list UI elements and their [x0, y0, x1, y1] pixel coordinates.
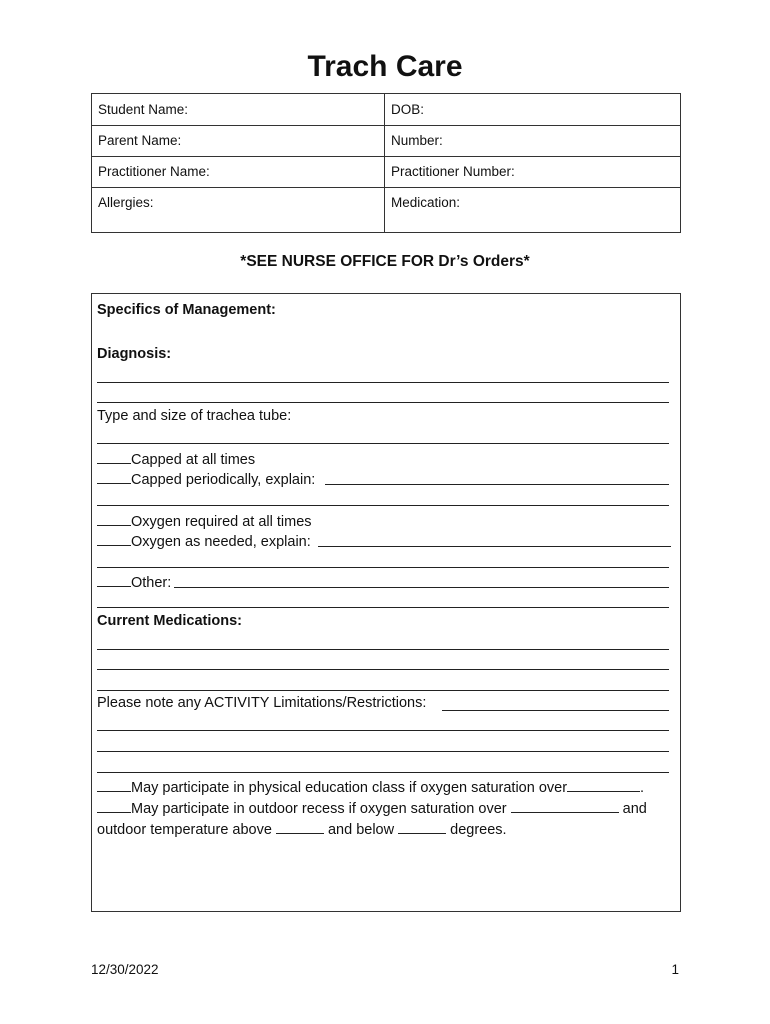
activity-line[interactable]	[97, 772, 669, 773]
other-line[interactable]	[174, 587, 669, 588]
activity-line[interactable]	[97, 730, 669, 731]
oxygen-needed-item	[97, 531, 311, 550]
recess-item	[97, 798, 647, 817]
capped-explain-line[interactable]	[325, 484, 669, 485]
diagnosis-line[interactable]	[97, 402, 669, 403]
medications-line[interactable]	[97, 649, 669, 650]
activity-label: Please note any ACTIVITY Limitations/Restrictions:	[97, 695, 427, 711]
pe-class-item	[97, 777, 644, 796]
capped-periodically-blank[interactable]	[97, 469, 131, 484]
medication-field[interactable]: Medication:	[391, 195, 461, 210]
dob-field[interactable]: DOB:	[391, 102, 425, 117]
info-row	[92, 156, 680, 188]
diagnosis-label: Diagnosis:	[97, 346, 172, 362]
oxygen-needed-label: Oxygen as needed, explain:	[131, 534, 311, 550]
footer-date: 12/30/2022	[91, 962, 159, 977]
capped-all-label: Capped at all times	[131, 452, 256, 468]
oxygen-explain-line[interactable]	[97, 567, 669, 568]
recess-label: May participate in outdoor recess if oxygen saturation over	[131, 801, 507, 817]
temp-above-blank[interactable]	[276, 819, 324, 834]
page-number: 1	[671, 962, 679, 977]
oxygen-needed-blank[interactable]	[97, 531, 131, 546]
info-row	[92, 94, 680, 126]
capped-periodically-item	[97, 469, 315, 488]
allergies-field[interactable]: Allergies:	[92, 187, 385, 232]
pe-class-period: .	[640, 780, 645, 796]
specifics-heading: Specifics of Management:	[97, 302, 276, 318]
temp-below-label: and below	[327, 822, 395, 838]
capped-periodically-label: Capped periodically, explain:	[131, 472, 316, 488]
practitioner-number-field[interactable]: Practitioner Number:	[391, 164, 515, 179]
pe-class-blank[interactable]	[97, 777, 131, 792]
student-info-table	[91, 93, 681, 233]
current-medications-heading: Current Medications:	[97, 613, 243, 629]
tube-label: Type and size of trachea tube:	[97, 408, 292, 424]
capped-all-blank[interactable]	[97, 449, 131, 464]
capped-explain-line[interactable]	[97, 505, 669, 506]
oxygen-required-item	[97, 511, 312, 530]
pe-class-label: May participate in physical education class if oxygen saturation over	[131, 780, 568, 796]
info-row	[92, 187, 680, 232]
medications-line[interactable]	[97, 669, 669, 670]
recess-saturation-blank[interactable]	[511, 798, 619, 813]
recess-and: and	[622, 801, 647, 817]
recess-blank[interactable]	[97, 798, 131, 813]
page-title: Trach Care	[307, 50, 463, 83]
info-row	[92, 125, 680, 157]
parent-name-field[interactable]: Parent Name:	[92, 125, 385, 156]
other-label: Other:	[131, 575, 172, 591]
activity-line[interactable]	[442, 710, 669, 711]
capped-all-item	[97, 449, 255, 468]
nurse-office-notice: *SEE NURSE OFFICE FOR Dr’s Orders*	[240, 253, 530, 270]
practitioner-name-field[interactable]: Practitioner Name:	[92, 156, 385, 187]
temp-above-label: outdoor temperature above	[97, 822, 272, 838]
number-field[interactable]: Number:	[391, 133, 443, 148]
activity-line[interactable]	[97, 751, 669, 752]
oxygen-explain-line[interactable]	[318, 546, 671, 547]
medications-line[interactable]	[97, 690, 669, 691]
oxygen-required-blank[interactable]	[97, 511, 131, 526]
other-line[interactable]	[97, 607, 669, 608]
other-blank[interactable]	[97, 572, 131, 587]
temp-below-blank[interactable]	[398, 819, 446, 834]
pe-saturation-blank[interactable]	[567, 777, 640, 792]
student-name-field[interactable]: Student Name:	[92, 94, 385, 125]
oxygen-required-label: Oxygen required at all times	[131, 514, 312, 530]
tube-line[interactable]	[97, 443, 669, 444]
diagnosis-line[interactable]	[97, 382, 669, 383]
other-item	[97, 572, 171, 591]
temperature-item	[97, 819, 507, 838]
temp-degrees-label: degrees.	[450, 822, 507, 838]
management-section	[91, 293, 681, 912]
